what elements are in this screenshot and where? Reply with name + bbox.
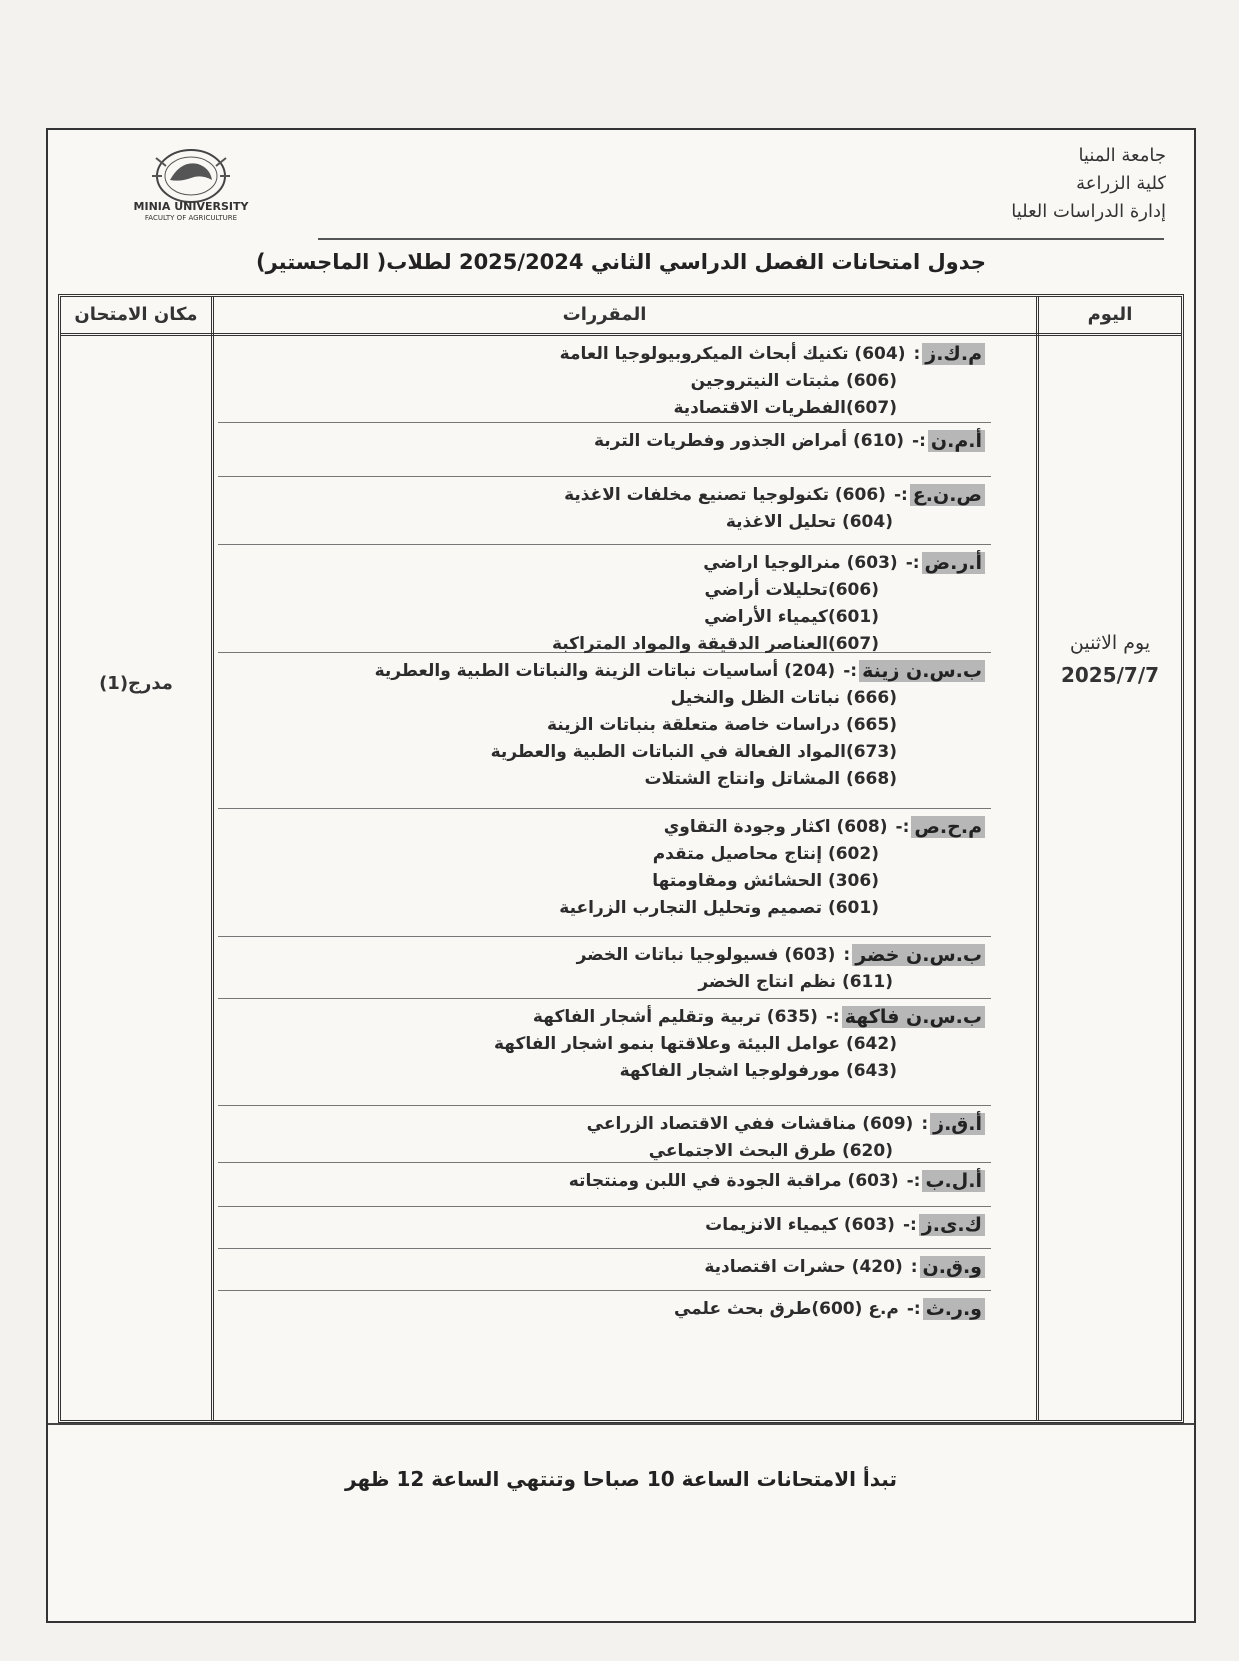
department-code: أ.م.ن: [928, 430, 985, 452]
course-line: [218, 657, 985, 684]
course-line: [218, 1211, 985, 1238]
course-item: (635) تربية وتقليم أشجار الفاكهة: [532, 1006, 818, 1027]
course-line: [218, 1030, 985, 1057]
course-line: [218, 603, 985, 630]
courses-column: [218, 336, 991, 1420]
course-item: (608) اكثار وجودة التقاوي: [663, 816, 888, 837]
course-line: [218, 576, 985, 603]
course-line: [218, 941, 985, 968]
course-line: [218, 1057, 985, 1084]
course-line: [218, 968, 985, 995]
logo-text: MINIA UNIVERSITY: [133, 200, 249, 213]
code-separator: :-: [825, 1006, 840, 1027]
course-line: [218, 1167, 985, 1194]
department-code: م.ك.ز: [922, 343, 985, 365]
course-item: (665) دراسات خاصة متعلقة بنباتات الزينة: [547, 714, 897, 735]
course-group: [218, 809, 991, 937]
course-group: [218, 999, 991, 1106]
exam-time-note: تبدأ الامتحانات الساعة 10 صباحا وتنتهي الساعة 12 ظهر: [345, 1467, 897, 1491]
department-code: ب.س.ن زينة: [859, 660, 985, 682]
code-separator: :-: [906, 1170, 921, 1191]
schedule-title: جدول امتحانات الفصل الدراسي الثاني 2025/2024 لطلاب( الماجستير): [255, 250, 986, 274]
course-group: [218, 1291, 991, 1331]
course-item: (603) فسيولوجيا نباتات الخضر: [576, 944, 836, 965]
course-item: (643) مورفولوجيا اشجار الفاكهة: [619, 1060, 897, 1081]
code-separator: :: [921, 1113, 929, 1134]
course-item: (603) مراقبة الجودة في اللبن ومنتجاته: [568, 1170, 899, 1191]
course-item: (673)المواد الفعالة في النباتات الطبية والعطرية: [490, 741, 897, 762]
code-separator: :: [910, 1256, 918, 1277]
code-separator: :-: [895, 816, 910, 837]
exam-date: 2025/7/7: [1060, 663, 1160, 687]
course-line: [218, 711, 985, 738]
course-line: [218, 340, 985, 367]
department-name: إدارة الدراسات العليا: [1011, 201, 1166, 222]
course-line: [218, 1137, 985, 1164]
exam-location: مدرج(1): [99, 673, 173, 694]
course-line: [218, 1295, 985, 1322]
exam-day: يوم الاثنين: [1069, 632, 1151, 654]
course-line: [218, 894, 985, 921]
course-group: [218, 545, 991, 653]
course-item: (602) إنتاج محاصيل متقدم: [652, 843, 879, 864]
code-separator: :-: [902, 1214, 917, 1235]
header-location: مكان الامتحان: [74, 304, 198, 325]
course-item: م.ع (600)طرق بحث علمي: [673, 1298, 899, 1319]
course-item: (604) تكنيك أبحاث الميكروبيولوجيا العامة: [559, 343, 906, 364]
course-group: [218, 477, 991, 545]
course-item: (668) المشاتل وانتاج الشتلات: [644, 768, 897, 789]
course-item: (601) تصميم وتحليل التجارب الزراعية: [559, 897, 879, 918]
course-item: (642) عوامل البيئة وعلاقتها بنمو اشجار الفاكهة: [493, 1033, 897, 1054]
course-line: [218, 1253, 985, 1280]
course-item: (601)كيمياء الأراضي: [704, 606, 879, 627]
department-code: ب.س.ن خضر: [852, 944, 985, 966]
course-line: [218, 765, 985, 792]
code-separator: :-: [906, 1298, 921, 1319]
code-separator: :-: [912, 430, 926, 451]
course-line: [218, 684, 985, 711]
location-column-divider: [211, 297, 214, 1420]
course-item: (604) تحليل الاغذية: [725, 511, 893, 532]
code-separator: :-: [843, 660, 858, 681]
course-line: [218, 481, 985, 508]
course-item: (603) كيمياء الانزيمات: [705, 1214, 895, 1235]
course-line: [218, 394, 985, 421]
course-group: [218, 1207, 991, 1249]
logo-subtext: FACULTY OF AGRICULTURE: [144, 214, 238, 222]
course-line: [218, 813, 985, 840]
department-code: و.ق.ن: [920, 1256, 985, 1278]
course-item: (611) نظم انتاج الخضر: [698, 971, 893, 992]
course-group: [218, 653, 991, 809]
exam-day-cell: [1039, 627, 1181, 691]
course-group: [218, 1249, 991, 1291]
course-group: [218, 336, 991, 423]
schedule-table: [58, 294, 1184, 1423]
course-group: [218, 937, 991, 999]
day-column-divider: [1036, 297, 1039, 1420]
course-item: (620) طرق البحث الاجتماعي: [648, 1140, 893, 1161]
department-code: و.ر.ث: [923, 1298, 985, 1320]
course-item: (606)تحليلات أراضي: [704, 579, 879, 600]
course-item: (204) أساسيات نباتات الزينة والنباتات الطبية والعطرية: [374, 660, 836, 681]
course-line: [218, 867, 985, 894]
institution-header: [1011, 142, 1166, 226]
department-code: ص.ن.ع: [910, 484, 985, 506]
footer-divider: [48, 1423, 1194, 1425]
course-item: (603) منرالوجيا اراضي: [703, 552, 898, 573]
course-line: [218, 738, 985, 765]
course-item: (606) تكنولوجيا تصنيع مخلفات الاغذية: [564, 484, 886, 505]
course-line: [218, 1110, 985, 1137]
code-separator: :: [913, 343, 921, 364]
course-item: (420) حشرات اقتصادية: [704, 1256, 903, 1277]
department-code: أ.ر.ض: [922, 552, 985, 574]
course-group: [218, 1106, 991, 1163]
department-code: ب.س.ن فاكهة: [842, 1006, 985, 1028]
code-separator: :: [843, 944, 851, 965]
course-group: [218, 423, 991, 477]
course-item: (607)الفطريات الاقتصادية: [673, 397, 897, 418]
code-separator: :-: [893, 484, 908, 505]
course-line: [218, 367, 985, 394]
course-item: (607)العناصر الدقيقة والمواد المتراكبة: [551, 633, 879, 654]
university-logo: [106, 146, 276, 222]
department-code: ك.ى.ز: [919, 1214, 985, 1236]
course-line: [218, 1003, 985, 1030]
faculty-name: كلية الزراعة: [1076, 173, 1166, 194]
course-line: [218, 549, 985, 576]
department-code: أ.ق.ز: [930, 1113, 985, 1135]
course-item: (609) مناقشات ففي الاقتصاد الزراعي: [586, 1113, 914, 1134]
course-item: (606) مثبتات النيتروجين: [690, 370, 897, 391]
exam-schedule-sheet: [46, 128, 1196, 1623]
course-item: (306) الحشائش ومقاومتها: [652, 870, 879, 891]
header-day: اليوم: [1087, 304, 1133, 325]
code-separator: :-: [905, 552, 920, 573]
course-line: [218, 427, 985, 454]
course-item: (610) أمراض الجذور وفطريات التربة: [593, 430, 905, 451]
university-name: جامعة المنيا: [1078, 145, 1166, 166]
department-code: م.ح.ص: [911, 816, 985, 838]
course-group: [218, 1163, 991, 1207]
course-item: (666) نباتات الظل والنخيل: [670, 687, 897, 708]
course-line: [218, 508, 985, 535]
department-code: أ.ل.ب: [922, 1170, 985, 1192]
header-courses: المقررات: [562, 304, 647, 325]
header-divider: [318, 238, 1164, 240]
course-line: [218, 840, 985, 867]
